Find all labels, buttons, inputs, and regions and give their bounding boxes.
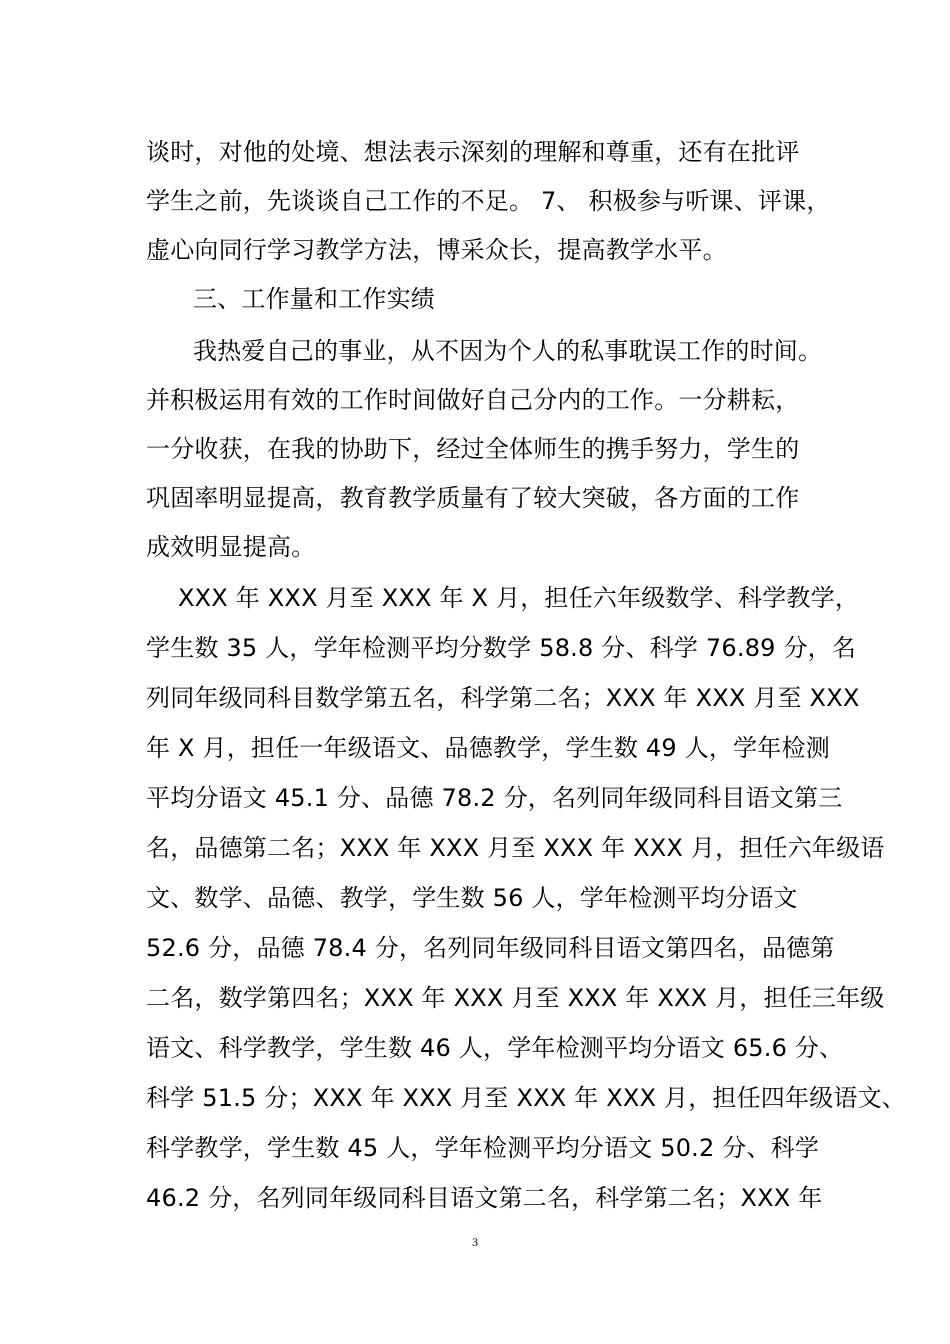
- body-text-line: 科学教学，学生数 45 人，学年检测平均分语文 50.2 分、科学: [146, 1134, 820, 1162]
- body-text-line: 文、数学、品德、教学，学生数 56 人，学年检测平均分语文: [146, 884, 798, 912]
- body-text-line: 二名，数学第四名；XXX 年 XXX 月至 XXX 年 XXX 月，担任三年级: [146, 984, 885, 1012]
- body-text-line: 我热爱自己的事业，从不因为个人的私事耽误工作的时间。: [193, 337, 823, 365]
- body-text-line: 语文、科学教学，学生数 46 人，学年检测平均分语文 65.6 分、: [146, 1034, 844, 1062]
- body-text-line: 虚心向同行学习教学方法，博采众长，提高教学水平。: [146, 236, 727, 264]
- body-text-line: 并积极运用有效的工作时间做好自己分内的工作。一分耕耘，: [146, 386, 800, 414]
- body-text-line: 一分收获，在我的协助下，经过全体师生的携手努力，学生的: [146, 435, 800, 463]
- section-heading: 三、工作量和工作实绩: [193, 285, 435, 313]
- body-text-line: XXX 年 XXX 月至 XXX 年 X 月，担任六年级数学、科学教学，: [178, 584, 860, 612]
- body-text-line: 52.6 分，品德 78.4 分，名列同年级同科目语文第四名，品德第: [146, 934, 835, 962]
- body-text-line: 名，品德第二名；XXX 年 XXX 月至 XXX 年 XXX 月，担任六年级语: [146, 834, 885, 862]
- page-number: 3: [472, 1235, 478, 1249]
- body-text-line: 年 X 月，担任一年级语文、品德教学，学生数 49 人，学年检测: [146, 734, 830, 762]
- body-text-line: 成效明显提高。: [146, 533, 316, 561]
- body-text-line: 46.2 分，名列同年级同科目语文第二名，科学第二名；XXX 年: [146, 1184, 823, 1212]
- body-text-line: 巩固率明显提高，教育教学质量有了较大突破，各方面的工作: [146, 484, 800, 512]
- body-text-line: 谈时，对他的处境、想法表示深刻的理解和尊重，还有在批评: [146, 138, 800, 166]
- body-text-line: 科学 51.5 分；XXX 年 XXX 月至 XXX 年 XXX 月，担任四年级语文、: [146, 1084, 906, 1112]
- body-text-line: 平均分语文 45.1 分、品德 78.2 分，名列同年级同科目语文第三: [146, 784, 843, 812]
- body-text-line: 学生数 35 人，学年检测平均分数学 58.8 分、科学 76.89 分，名: [146, 634, 857, 662]
- body-text-line: 列同年级同科目数学第五名，科学第二名；XXX 年 XXX 月至 XXX: [146, 684, 860, 712]
- body-text-line: 学生之前，先谈谈自己工作的不足。 7、 积极参与听课、评课，: [146, 187, 831, 215]
